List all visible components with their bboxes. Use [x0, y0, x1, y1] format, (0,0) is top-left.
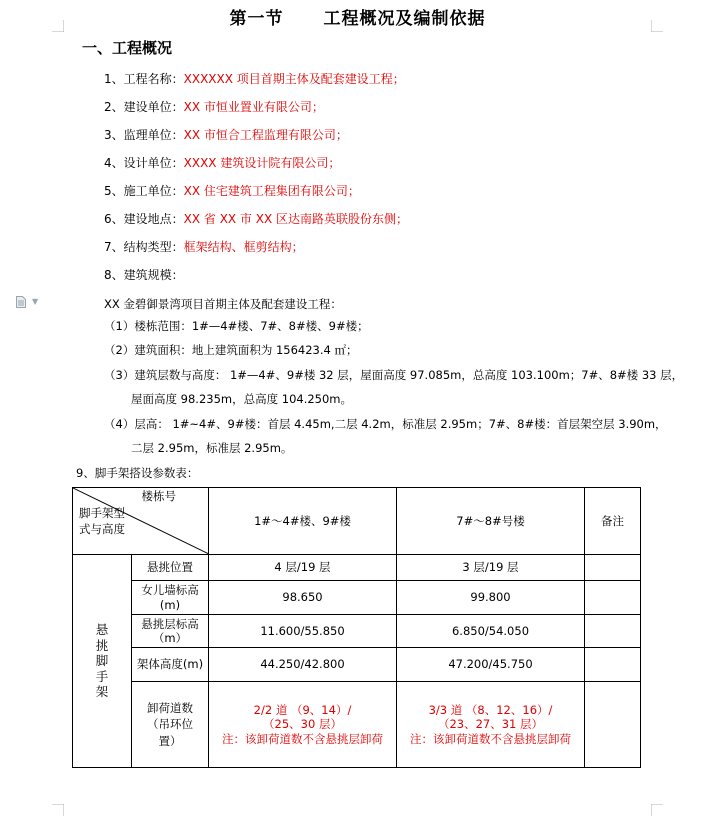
table-row: [73, 555, 641, 581]
cell-note: [585, 682, 641, 768]
cell-value: 4 层/19 层: [209, 555, 397, 581]
chevron-down-icon[interactable]: ▼: [32, 297, 39, 306]
item-structure-type: 7、结构类型：框架结构、框剪结构；: [104, 240, 304, 254]
row-label: 女儿墙标高(m): [132, 581, 209, 615]
title-section-name: 工程概况及编制依据: [323, 9, 486, 29]
cell-value: 98.650: [209, 581, 397, 615]
header-remarks: 备注: [585, 488, 641, 555]
table-row: [73, 682, 641, 768]
group-label-cantilever-scaffold: 悬挑脚手架: [73, 555, 132, 768]
cell-value-unloading-1-4-9: 2/2 道 （9、14）/ （25、30 层） 注：该卸荷道数不含悬挑层卸荷: [209, 682, 397, 768]
page-title: [0, 4, 715, 29]
scale-item-floors-line1: （3）建筑层数与高度： 1#—4#、9#楼 32 层，屋面高度 97.085m，总高度 103.100m；7#、8#楼 33 层，: [104, 368, 684, 382]
cell-note: [585, 648, 641, 682]
cell-note: [585, 581, 641, 615]
cell-note: [585, 555, 641, 581]
document-icon[interactable]: [16, 296, 26, 308]
diagonal-header-cell: [73, 488, 209, 555]
item-building-scale: 8、建筑规模：: [104, 268, 184, 282]
crop-mark-bottom-left: [52, 804, 64, 816]
item-location: 6、建设地点：XX 省 XX 市 XX 区达南路英联股份东侧；: [104, 212, 409, 226]
scale-item-range: （1）楼栋范围：1#—4#楼、7#、8#楼、9#楼；: [104, 319, 369, 333]
table-caption: 9、脚手架搭设参数表：: [76, 466, 199, 480]
scale-item-storey-height-line1: （4）层高： 1#~4#、9#楼：首层 4.45m,二层 4.2m，标准层 2.95m；7#、8#楼：首层架空层 3.90m，: [104, 417, 667, 431]
item-supervisor: 3、监理单位：XX 市恒合工程监理有限公司；: [104, 128, 348, 142]
scale-item-floors-line2: 屋面高度 98.235m，总高度 104.250m。: [131, 392, 353, 406]
item-designer: 4、设计单位：XXXX 建筑设计院有限公司；: [104, 156, 341, 170]
cell-value-unloading-7-8: 3/3 道 （8、12、16）/ （23、27、31 层） 注：该卸荷道数不含悬挑层卸荷: [397, 682, 585, 768]
cell-value: 11.600/55.850: [209, 615, 397, 648]
header-building-number: 楼栋号: [141, 489, 176, 503]
row-label: 悬挑位置: [132, 555, 209, 581]
table-row: [73, 615, 641, 648]
item-developer: 2、建设单位：XX 市恒业置业有限公司；: [104, 100, 324, 114]
header-buildings-7-8: 7#～8#号楼: [397, 488, 585, 555]
header-buildings-1-4-9: 1#～4#楼、9#楼: [209, 488, 397, 555]
table-row: [73, 648, 641, 682]
cell-value: 3 层/19 层: [397, 555, 585, 581]
scaffold-parameter-table: [72, 487, 641, 768]
scale-item-area: （2）建筑面积：地上建筑面积为 156423.4 ㎡；: [104, 343, 358, 357]
title-section-number: 第一节: [229, 9, 284, 29]
cell-value: 44.250/42.800: [209, 648, 397, 682]
table-header-row: [73, 488, 641, 555]
cell-value: 6.850/54.050: [397, 615, 585, 648]
cell-value: 47.200/45.750: [397, 648, 585, 682]
cell-value: 99.800: [397, 581, 585, 615]
header-scaffold-type-height: 脚手架型式与高度: [79, 506, 125, 536]
scale-item-storey-height-line2: 二层 2.95m，标准层 2.95m。: [131, 441, 293, 455]
section-heading: 一、工程概况: [82, 39, 173, 57]
table-row: [73, 581, 641, 615]
item-contractor: 5、施工单位：XX 住宅建筑工程集团有限公司；: [104, 184, 360, 198]
crop-mark-bottom-right: [651, 804, 663, 816]
item-project-name: 1、工程名称：XXXXXX 项目首期主体及配套建设工程；: [104, 72, 405, 86]
row-label: 悬挑层标高（m）: [132, 615, 209, 648]
scale-intro: XX 金碧御景湾项目首期主体及配套建设工程：: [104, 297, 342, 311]
row-label: 卸荷道数（吊环位置）: [132, 682, 209, 768]
row-label: 架体高度(m): [132, 648, 209, 682]
cell-note: [585, 615, 641, 648]
